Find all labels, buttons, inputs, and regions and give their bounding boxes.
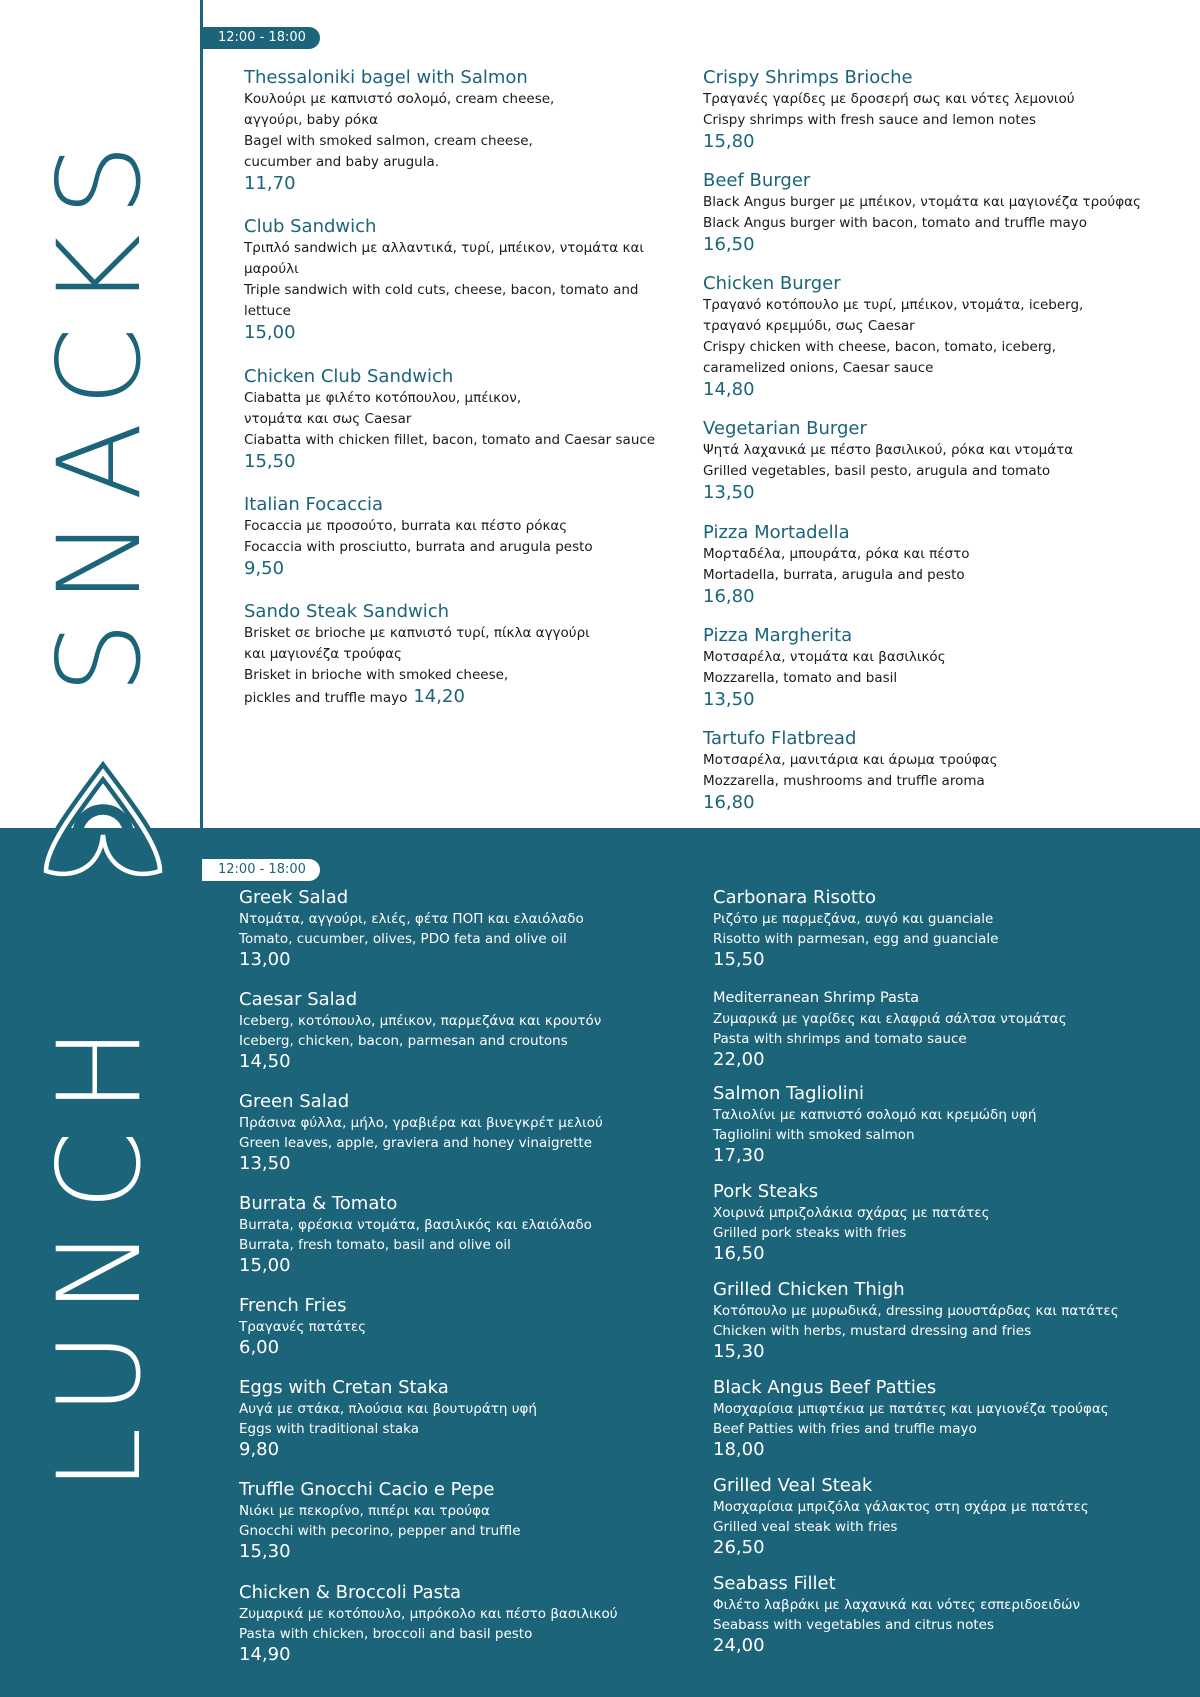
- item-description: Τραγανό κοτόπουλο με τυρί, μπέικον, ντομάτα, iceberg, τραγανό κρεμμύδι, σως Caesar Crispy chicken with cheese, bacon, tomato, iceberg, caramelized onions, Caesar sauce: [703, 297, 1084, 376]
- item-price: 15,00: [244, 322, 296, 343]
- item-price: 13,50: [703, 689, 755, 710]
- menu-item: [239, 1295, 709, 1359]
- item-price: 15,30: [713, 1341, 765, 1362]
- menu-item: [713, 987, 1183, 1071]
- item-name: Italian Focaccia: [244, 494, 384, 515]
- menu-item: [703, 273, 1173, 401]
- item-price: 11,70: [244, 173, 296, 194]
- menu-item: [244, 494, 714, 580]
- item-name: Truffle Gnocchi Cacio e Pepe: [239, 1479, 495, 1500]
- item-description: Αυγά με στάκα, πλούσια και βουτυράτη υφή Eggs with traditional staka: [239, 1401, 537, 1437]
- item-description: Ciabatta με φιλέτο κοτόπουλου, μπέικον, ντομάτα και σως Caesar Ciabatta with chicken fillet, bacon, tomato and Caesar sauce: [244, 390, 656, 448]
- item-price: 15,50: [244, 451, 296, 472]
- item-name: Mediterranean Shrimp Pasta: [713, 990, 920, 1006]
- menu-item: [239, 887, 709, 971]
- item-description: Μοτσαρέλα, μανιτάρια και άρωμα τρούφας Mozzarella, mushrooms and truffle aroma: [703, 752, 998, 789]
- menu-item: [244, 216, 714, 344]
- menu-item: [713, 1181, 1183, 1265]
- menu-item: [713, 1377, 1183, 1461]
- menu-item: [713, 1475, 1183, 1559]
- menu-item: [239, 1193, 709, 1277]
- item-description: Ζυμαρικά με κοτόπουλο, μπρόκολο και πέστο βασιλικού Pasta with chicken, broccoli and basil pesto: [239, 1606, 618, 1642]
- item-name: Green Salad: [239, 1091, 350, 1112]
- item-price: 6,00: [239, 1337, 280, 1358]
- item-description: Μοτσαρέλα, ντομάτα και βασιλικός Mozzarella, tomato and basil: [703, 649, 946, 686]
- item-price: 9,50: [244, 558, 285, 579]
- item-name: Pizza Margherita: [703, 625, 853, 646]
- item-price: 13,50: [703, 482, 755, 503]
- item-name: Beef Burger: [703, 170, 811, 191]
- item-description: Μοσχαρίσια μπριζόλα γάλακτος στη σχάρα με πατάτες Grilled veal steak with fries: [713, 1499, 1089, 1535]
- item-description: Πράσινα φύλλα, μήλο, γραβιέρα και βινεγκρέτ μελιού Green leaves, apple, graviera and honey vinaigrette: [239, 1115, 603, 1151]
- item-name: French Fries: [239, 1295, 347, 1316]
- item-description: Ψητά λαχανικά με πέστο βασιλικού, ρόκα και ντομάτα Grilled vegetables, basil pesto, arugula and tomato: [703, 442, 1074, 479]
- menu-item: [244, 366, 714, 473]
- item-price: 18,00: [713, 1439, 765, 1460]
- item-name: Sando Steak Sandwich: [244, 601, 450, 622]
- item-price: 16,50: [713, 1243, 765, 1264]
- item-description: Μορταδέλα, μπουράτα, ρόκα και πέστο Mortadella, burrata, arugula and pesto: [703, 546, 970, 583]
- menu-item: [239, 989, 709, 1073]
- item-name: Club Sandwich: [244, 216, 377, 237]
- item-name: Chicken & Broccoli Pasta: [239, 1582, 462, 1603]
- menu-item: [239, 1091, 709, 1175]
- item-name: Pizza Mortadella: [703, 522, 850, 543]
- menu-item: [703, 67, 1173, 153]
- menu-item: [713, 1083, 1183, 1167]
- item-description: Κοτόπουλο με μυρωδικά, dressing μουστάρδας και πατάτες Chicken with herbs, mustard dressing and fries: [713, 1303, 1119, 1339]
- item-price: 13,00: [239, 949, 291, 970]
- vertical-divider-line: [200, 0, 203, 1697]
- lunch-time-badge: 12:00 - 18:00: [202, 859, 320, 881]
- item-name: Carbonara Risotto: [713, 887, 877, 908]
- item-price: 15,00: [239, 1255, 291, 1276]
- item-price: 14,20: [413, 686, 465, 707]
- menu-item: [244, 67, 714, 195]
- item-description: Ντομάτα, αγγούρι, ελιές, φέτα ΠΟΠ και ελαιόλαδο Tomato, cucumber, olives, PDO feta and olive oil: [239, 911, 584, 947]
- item-name: Seabass Fillet: [713, 1573, 836, 1594]
- menu-item: [713, 887, 1183, 971]
- item-description: Burrata, φρέσκια ντομάτα, βασιλικός και ελαιόλαδο Burrata, fresh tomato, basil and olive oil: [239, 1217, 592, 1253]
- item-description: Τριπλό sandwich με αλλαντικά, τυρί, μπέικον, ντομάτα και μαρούλι Triple sandwich with cold cuts, cheese, bacon, tomato and lettuce: [244, 240, 644, 319]
- snacks-time-badge: 12:00 - 18:00: [202, 27, 320, 49]
- item-name: Salmon Tagliolini: [713, 1083, 865, 1104]
- menu-item: [239, 1479, 709, 1563]
- item-name: Tartufo Flatbread: [703, 728, 857, 749]
- item-price: 22,00: [713, 1049, 765, 1070]
- item-price: 17,30: [713, 1145, 765, 1166]
- lunch-section-title: LUNCH: [33, 1009, 166, 1491]
- item-description: Φιλέτο λαβράκι με λαχανικά και νότες εσπεριδοειδών Seabass with vegetables and citrus notes: [713, 1597, 1081, 1633]
- triquetra-knot-icon: [28, 760, 178, 910]
- snacks-section-title: SNACKS: [33, 125, 166, 695]
- menu-item: [713, 1573, 1183, 1657]
- menu-item: [703, 170, 1173, 256]
- item-description: Ριζότο με παρμεζάνα, αυγό και guanciale Risotto with parmesan, egg and guanciale: [713, 911, 999, 947]
- item-price: 13,50: [239, 1153, 291, 1174]
- item-description: Iceberg, κοτόπουλο, μπέικον, παρμεζάνα και κρουτόν Iceberg, chicken, bacon, parmesan and croutons: [239, 1013, 602, 1049]
- item-price: 16,80: [703, 792, 755, 813]
- item-name: Eggs with Cretan Staka: [239, 1377, 449, 1398]
- item-price: 14,80: [703, 379, 755, 400]
- item-price: 16,80: [703, 586, 755, 607]
- item-price: 15,50: [713, 949, 765, 970]
- item-price: 14,90: [239, 1644, 291, 1665]
- item-name: Grilled Veal Steak: [713, 1475, 873, 1496]
- item-description: Brisket σε brioche με καπνιστό τυρί, πίκλα αγγούρι και μαγιονέζα τρούφας Brisket in brioche with smoked cheese, pickles and truffle mayo 14,20: [244, 625, 590, 707]
- menu-item: [703, 728, 1173, 814]
- menu-item: [239, 1377, 709, 1461]
- menu-item: [244, 601, 714, 709]
- item-description: Black Angus burger με μπέικον, ντομάτα και μαγιονέζα τρούφας Black Angus burger with bacon, tomato and truffle mayo: [703, 194, 1141, 231]
- menu-item: [713, 1279, 1183, 1363]
- item-price: 24,00: [713, 1635, 765, 1656]
- item-price: 15,80: [703, 131, 755, 152]
- menu-item: [239, 1582, 709, 1666]
- item-description: Χοιρινά μπριζολάκια σχάρας με πατάτες Grilled pork steaks with fries: [713, 1205, 990, 1241]
- item-price: 26,50: [713, 1537, 765, 1558]
- item-name: Pork Steaks: [713, 1181, 819, 1202]
- item-price: 16,50: [703, 234, 755, 255]
- item-name: Chicken Club Sandwich: [244, 366, 454, 387]
- item-description: Focaccia με προσούτο, burrata και πέστο ρόκας Focaccia with prosciutto, burrata and arugula pesto: [244, 518, 593, 555]
- menu-item: [703, 522, 1173, 608]
- item-name: Chicken Burger: [703, 273, 841, 294]
- item-description: Κουλούρι με καπνιστό σολομό, cream cheese, αγγούρι, baby ρόκα Bagel with smoked salmon, cream cheese, cucumber and baby arugula.: [244, 91, 555, 170]
- item-description: Ζυμαρικά με γαρίδες και ελαφριά σάλτσα ντομάτας Pasta with shrimps and tomato sauce: [713, 1011, 1067, 1047]
- item-price: 14,50: [239, 1051, 291, 1072]
- item-description: Τραγανές πατάτες: [239, 1319, 367, 1335]
- menu-item: [703, 625, 1173, 711]
- item-price: 9,80: [239, 1439, 280, 1460]
- item-name: Crispy Shrimps Brioche: [703, 67, 913, 88]
- item-description: Νιόκι με πεκορίνο, πιπέρι και τρούφα Gnocchi with pecorino, pepper and truffle: [239, 1503, 521, 1539]
- item-description: Ταλιολίνι με καπνιστό σολομό και κρεμώδη υφή Tagliolini with smoked salmon: [713, 1107, 1037, 1143]
- item-name: Vegetarian Burger: [703, 418, 867, 439]
- item-price: 15,30: [239, 1541, 291, 1562]
- item-description: Τραγανές γαρίδες με δροσερή σως και νότες λεμονιού Crispy shrimps with fresh sauce and lemon notes: [703, 91, 1075, 128]
- menu-item: [703, 418, 1173, 504]
- item-name: Grilled Chicken Thigh: [713, 1279, 905, 1300]
- item-description: Μοσχαρίσια μπιφτέκια με πατάτες και μαγιονέζα τρούφας Beef Patties with fries and truffle mayo: [713, 1401, 1109, 1437]
- item-name: Black Angus Beef Patties: [713, 1377, 937, 1398]
- item-name: Burrata & Tomato: [239, 1193, 398, 1214]
- item-name: Thessaloniki bagel with Salmon: [244, 67, 528, 88]
- item-name: Caesar Salad: [239, 989, 358, 1010]
- item-name: Greek Salad: [239, 887, 349, 908]
